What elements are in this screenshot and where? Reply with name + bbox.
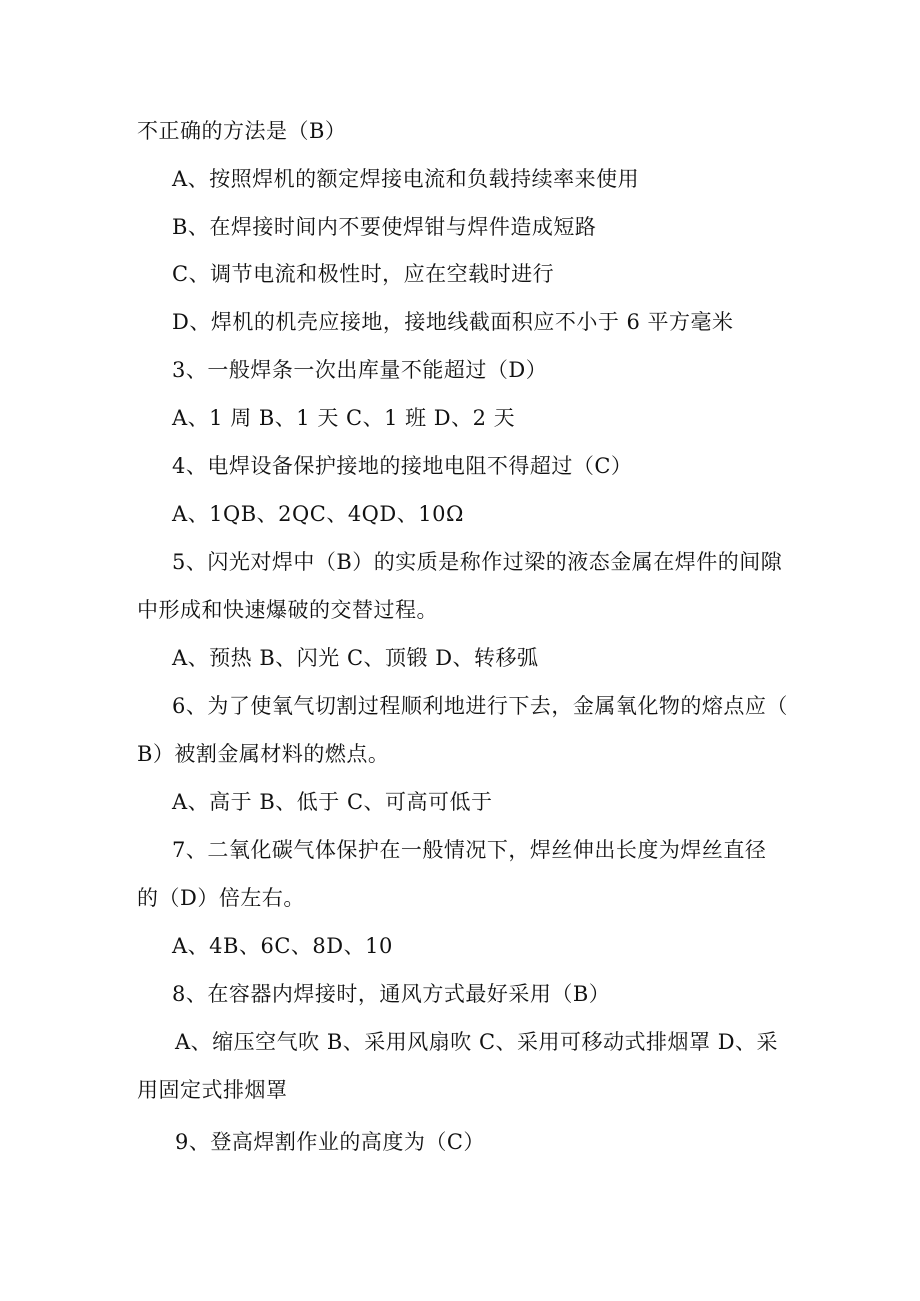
text-line: 不正确的方法是（B） xyxy=(137,119,347,143)
option-line: A、缩压空气吹 B、采用风扇吹 C、采用可移动式排烟罩 D、采 xyxy=(175,1030,779,1054)
option-line: A、按照焊机的额定焊接电流和负载持续率来使用 xyxy=(172,167,640,191)
question-line: 3、一般焊条一次出库量不能超过（D） xyxy=(172,358,548,382)
option-line: B、在焊接时间内不要使焊钳与焊件造成短路 xyxy=(172,215,597,239)
text-line: B）被割金属材料的燃点。 xyxy=(137,742,390,766)
question-line: 9、登高焊割作业的高度为（C） xyxy=(175,1130,485,1154)
question-line: 4、电焊设备保护接地的接地电阻不得超过（C） xyxy=(172,454,633,478)
text-line: 的（D）倍左右。 xyxy=(137,886,305,910)
question-line: 5、闪光对焊中（B）的实质是称作过梁的液态金属在焊件的间隙 xyxy=(172,550,783,574)
option-line: A、1 周 B、1 天 C、1 班 D、2 天 xyxy=(172,406,516,430)
text-line: 中形成和快速爆破的交替过程。 xyxy=(137,598,438,622)
option-line: D、焊机的机壳应接地，接地线截面积应不小于 6 平方毫米 xyxy=(172,310,734,334)
option-line: C、调节电流和极性时，应在空载时进行 xyxy=(172,262,555,286)
question-line: 7、二氧化碳气体保护在一般情况下，焊丝伸出长度为焊丝直径 xyxy=(172,838,767,862)
option-line: A、1QB、2QC、4QD、10Ω xyxy=(172,502,464,526)
option-line: A、预热 B、闪光 C、顶锻 D、转移弧 xyxy=(172,646,539,670)
option-line: A、高于 B、低于 C、可高可低于 xyxy=(172,790,493,814)
question-line: 8、在容器内焊接时，通风方式最好采用（B） xyxy=(172,982,611,1006)
option-line: A、4B、6C、8D、10 xyxy=(172,934,393,958)
question-line: 6、为了使氧气切割过程顺利地进行下去，金属氧化物的熔点应（ xyxy=(172,694,788,718)
text-line: 用固定式排烟罩 xyxy=(137,1078,288,1102)
